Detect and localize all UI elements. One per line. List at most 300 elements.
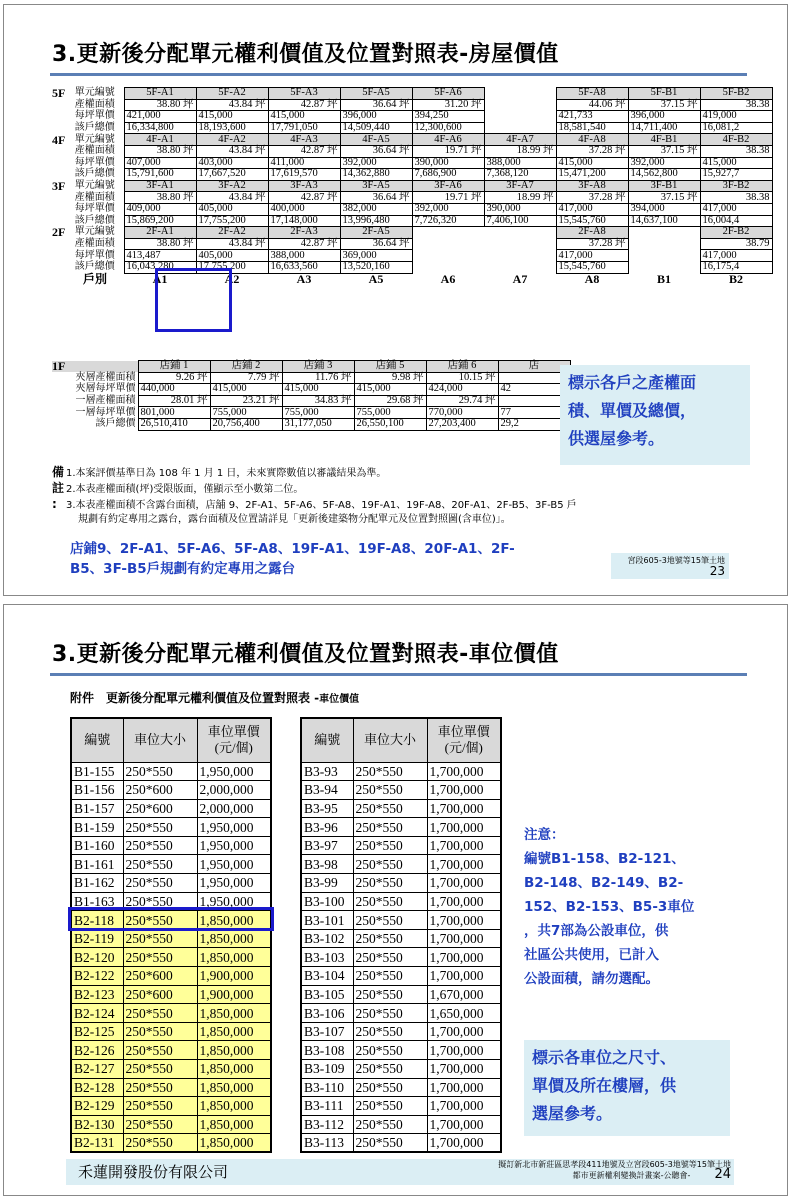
blank	[52, 407, 66, 419]
house-cell: 19.71 坪	[412, 145, 484, 157]
house-cell: 3F-A5	[340, 180, 412, 192]
col-size: 車位大小	[123, 718, 197, 762]
house-row	[52, 122, 772, 134]
house-cell: 369,000	[340, 250, 412, 262]
warning-line: B2-148、B2-149、B2-	[524, 875, 684, 891]
space-id: B1-163	[71, 892, 123, 911]
house-cell: 415,000	[700, 157, 772, 169]
blank	[66, 361, 138, 373]
notes	[52, 465, 577, 527]
note-mark: 備	[52, 465, 65, 479]
house-row	[52, 145, 772, 157]
parking-row	[301, 929, 501, 948]
shop-header-row	[52, 361, 570, 373]
house-cell: 38.80 坪	[124, 145, 196, 157]
space-price: 2,000,000	[197, 799, 271, 818]
space-id: B3-95	[301, 799, 353, 818]
blank	[52, 384, 66, 396]
parking-row	[301, 985, 501, 1004]
attachment-label: 附件 更新後分配單元權利價值及位置對照表 -	[70, 691, 320, 705]
parking-row	[301, 1097, 501, 1116]
highlight-b2-118	[68, 907, 274, 931]
space-id: B3-111	[301, 1097, 353, 1116]
house-cell: 14,711,400	[628, 122, 700, 134]
house-cell: 38.38	[700, 145, 772, 157]
space-id: B2-119	[71, 929, 123, 948]
note-line: 2.本表產權面積(坪)受限版面，僅顯示至小數第二位。	[66, 484, 304, 495]
row-label: 該戶總價	[74, 122, 115, 134]
highlight-2f-a1	[155, 268, 232, 332]
shop-cell: 415,000	[354, 384, 426, 396]
space-id: B2-122	[71, 967, 123, 986]
household-col: A1	[152, 272, 168, 287]
parking-header-row	[71, 718, 271, 762]
house-cell: 36.64 坪	[340, 192, 412, 204]
row-label: 一層每坪單價	[75, 406, 136, 418]
house-cell: 3F-A6	[412, 180, 484, 192]
callout-house	[560, 365, 750, 465]
shop-cell: 28.01 坪	[138, 395, 210, 407]
household-col: B1	[656, 271, 671, 286]
note-mark: 註	[52, 481, 65, 495]
row-label: 單元編號	[74, 180, 115, 192]
shop-header: 店鋪 3	[282, 361, 354, 373]
house-cell: 3F-A7	[484, 180, 556, 192]
house-cell: 417,000	[700, 250, 772, 262]
blank	[52, 372, 66, 384]
space-price: 1,700,000	[427, 781, 501, 800]
space-price: 1,700,000	[427, 799, 501, 818]
warning-line: ，共7部為公設車位，供	[524, 923, 669, 939]
house-cell	[484, 122, 556, 134]
house-cell: 4F-A8	[556, 134, 628, 146]
space-id: B3-110	[301, 1078, 353, 1097]
parking-row	[301, 836, 501, 855]
space-price: 1,700,000	[427, 1041, 501, 1060]
parking-table-right	[300, 717, 502, 1153]
space-price: 1,950,000	[197, 874, 271, 893]
floor-label	[52, 203, 66, 215]
house-cell	[628, 227, 700, 239]
space-id: B3-94	[301, 781, 353, 800]
shop-row	[52, 384, 570, 396]
space-id: B3-106	[301, 1004, 353, 1023]
shop-value-table	[52, 360, 571, 431]
house-cell: 2F-B2	[700, 227, 772, 239]
space-id: B2-131	[71, 1134, 123, 1153]
house-cell: 16,004,4	[700, 215, 772, 227]
house-cell: 415,000	[196, 111, 268, 123]
house-cell: 411,000	[268, 157, 340, 169]
house-cell: 38.80 坪	[124, 238, 196, 250]
space-price: 1,900,000	[197, 967, 271, 986]
parking-row	[301, 818, 501, 837]
house-row	[52, 88, 772, 100]
row-label: 產權面積	[74, 238, 115, 250]
house-cell: 38.79	[700, 238, 772, 250]
space-size: 250*550	[353, 781, 427, 800]
floor-label	[52, 192, 66, 204]
house-cell: 38.80 坪	[124, 192, 196, 204]
house-cell: 3F-A3	[268, 180, 340, 192]
shop-cell: 23.21 坪	[210, 395, 282, 407]
space-price: 1,700,000	[427, 929, 501, 948]
callout-line: 積、單價及總價，	[568, 401, 697, 420]
house-cell: 14,637,100	[628, 215, 700, 227]
callout-line: 標示各車位之尺寸、	[532, 1048, 677, 1067]
house-cell: 417,000	[556, 250, 628, 262]
space-id: B3-107	[301, 1022, 353, 1041]
floor-label	[52, 157, 66, 169]
public-parking-warning	[524, 823, 734, 991]
parking-row	[301, 911, 501, 930]
space-id: B3-103	[301, 948, 353, 967]
house-cell	[412, 227, 484, 239]
col-size: 車位大小	[353, 718, 427, 762]
parking-row	[301, 1115, 501, 1134]
row-label: 產權面積	[74, 145, 115, 157]
space-size: 250*550	[123, 818, 197, 837]
parking-row	[301, 892, 501, 911]
house-value-table	[52, 87, 773, 285]
house-row	[52, 180, 772, 192]
house-cell: 36.64 坪	[340, 99, 412, 111]
space-id: B2-127	[71, 1060, 123, 1079]
parking-row	[71, 1060, 271, 1079]
house-cell: 37.28 坪	[556, 238, 628, 250]
house-cell: 415,000	[268, 111, 340, 123]
house-cell: 18.99 坪	[484, 145, 556, 157]
house-row	[52, 192, 772, 204]
floor-label: 4F	[52, 132, 66, 147]
callout-parking	[524, 1040, 730, 1136]
space-price: 1,950,000	[197, 892, 271, 911]
parking-row	[301, 1078, 501, 1097]
house-cell: 409,000	[124, 203, 196, 215]
space-price: 1,700,000	[427, 836, 501, 855]
space-id: B1-159	[71, 818, 123, 837]
house-cell: 5F-B2	[700, 88, 772, 100]
house-cell: 42.87 坪	[268, 238, 340, 250]
shop-cell: 755,000	[354, 407, 426, 419]
footer-line: 擬訂新北市新莊區思孝段411地號及立宮段605-3地號等15筆土地	[498, 1160, 731, 1169]
shop-cell: 29.74 坪	[426, 395, 498, 407]
space-size: 250*550	[353, 1022, 427, 1041]
house-cell: 37.15 坪	[628, 99, 700, 111]
shop-cell: 770,000	[426, 407, 498, 419]
house-cell: 3F-A8	[556, 180, 628, 192]
house-cell: 44.06 坪	[556, 99, 628, 111]
house-cell: 5F-B1	[628, 88, 700, 100]
house-cell: 394,000	[628, 203, 700, 215]
floor-label	[52, 250, 66, 262]
note-mark: :	[52, 497, 57, 511]
floor-label	[52, 99, 66, 111]
house-cell: 413,487	[124, 250, 196, 262]
house-cell: 5F-A8	[556, 88, 628, 100]
row-label: 每坪單價	[74, 156, 115, 168]
house-cell: 421,000	[124, 111, 196, 123]
slide-parking-value	[3, 604, 788, 1196]
parking-row	[71, 1041, 271, 1060]
parking-header-row	[301, 718, 501, 762]
shop-cell: 77	[498, 407, 570, 419]
house-cell: 17,667,520	[196, 169, 268, 181]
space-size: 250*550	[353, 855, 427, 874]
house-cell: 400,000	[268, 203, 340, 215]
shop-cell: 9.26 坪	[138, 372, 210, 384]
house-row	[52, 169, 772, 181]
house-cell	[484, 227, 556, 239]
attachment-heading	[70, 689, 359, 706]
space-size: 250*550	[353, 799, 427, 818]
space-size: 250*550	[353, 892, 427, 911]
blank	[52, 395, 66, 407]
shop-cell: 7.79 坪	[210, 372, 282, 384]
space-size: 250*550	[123, 836, 197, 855]
space-price: 1,850,000	[197, 1097, 271, 1116]
house-cell: 37.28 坪	[556, 145, 628, 157]
house-cell: 390,000	[412, 157, 484, 169]
space-id: B3-99	[301, 874, 353, 893]
space-size: 250*550	[353, 985, 427, 1004]
house-cell: 16,043,280	[124, 261, 196, 273]
space-size: 250*550	[123, 1115, 197, 1134]
household-col: A8	[584, 272, 600, 287]
row-label: 夾層每坪單價	[75, 383, 136, 395]
space-id: B1-162	[71, 874, 123, 893]
house-cell: 14,509,440	[340, 122, 412, 134]
parking-row	[71, 1134, 271, 1153]
house-cell: 2F-A1	[124, 227, 196, 239]
terrace-note-line: B5、3F-B5戶規劃有約定專用之露台	[70, 561, 296, 577]
house-row	[52, 134, 772, 146]
space-price: 1,700,000	[427, 1060, 501, 1079]
space-size: 250*550	[353, 1115, 427, 1134]
house-cell: 15,545,760	[556, 215, 628, 227]
row-label: 單元編號	[74, 87, 115, 99]
row-label: 該戶總價	[74, 261, 115, 273]
house-cell: 37.15 坪	[628, 192, 700, 204]
household-col: B2	[728, 272, 743, 287]
row-label: 產權面積	[74, 98, 115, 110]
slide-title: 3.更新後分配單元權利價值及位置對照表-車位價值	[52, 642, 559, 667]
house-cell: 3F-A1	[124, 180, 196, 192]
floor-label: 3F	[52, 179, 66, 194]
house-cell: 7,406,100	[484, 215, 556, 227]
parking-row	[71, 1115, 271, 1134]
row-label: 每坪單價	[74, 110, 115, 122]
footer	[611, 553, 729, 579]
house-cell: 16,633,560	[268, 261, 340, 273]
terrace-note	[70, 539, 610, 579]
space-id: B3-98	[301, 855, 353, 874]
title-divider	[50, 673, 747, 676]
space-price: 1,850,000	[197, 911, 271, 930]
house-cell: 405,000	[196, 250, 268, 262]
shop-row	[52, 407, 570, 419]
house-cell: 415,000	[556, 157, 628, 169]
note-line: 規劃有約定專用之露台，露台面積及位置請詳見「更新後建築物分配單元及位置對照圖(含車位)」。	[78, 514, 511, 525]
space-id: B2-125	[71, 1022, 123, 1041]
house-cell: 15,927,7	[700, 169, 772, 181]
house-cell: 3F-B1	[628, 180, 700, 192]
footer	[498, 1160, 731, 1181]
shop-cell: 27,203,400	[426, 418, 498, 430]
house-cell: 392,000	[628, 157, 700, 169]
house-cell	[484, 250, 556, 262]
house-cell: 417,000	[556, 203, 628, 215]
col-price-unit: (元/個)	[444, 740, 483, 756]
space-id: B1-155	[71, 762, 123, 781]
space-size: 250*550	[123, 1097, 197, 1116]
floor-label: 2F	[52, 225, 66, 240]
shop-header: 店鋪 1	[138, 361, 210, 373]
house-row	[52, 227, 772, 239]
parking-row	[71, 762, 271, 781]
col-price-line: 車位單價	[207, 724, 260, 740]
space-size: 250*600	[123, 985, 197, 1004]
space-price: 1,850,000	[197, 1022, 271, 1041]
house-cell: 3F-B2	[700, 180, 772, 192]
shop-header: 店鋪 6	[426, 361, 498, 373]
house-cell: 15,791,600	[124, 169, 196, 181]
space-price: 1,700,000	[427, 1078, 501, 1097]
col-price	[427, 718, 501, 762]
space-id: B3-113	[301, 1134, 353, 1153]
parking-row	[301, 967, 501, 986]
house-cell: 417,000	[700, 203, 772, 215]
shop-cell: 424,000	[426, 384, 498, 396]
space-size: 250*550	[123, 911, 197, 930]
house-cell	[484, 111, 556, 123]
house-cell: 42.87 坪	[268, 145, 340, 157]
row-label: 該戶總價	[95, 418, 136, 430]
parking-row	[71, 1097, 271, 1116]
space-price: 1,700,000	[427, 892, 501, 911]
house-cell: 17,755,200	[196, 215, 268, 227]
shop-cell: 801,000	[138, 407, 210, 419]
title-divider	[50, 73, 747, 76]
space-size: 250*550	[353, 1097, 427, 1116]
space-size: 250*550	[123, 874, 197, 893]
shop-cell: 31,177,050	[282, 418, 354, 430]
parking-row	[301, 781, 501, 800]
house-cell: 7,686,900	[412, 169, 484, 181]
house-cell: 17,619,570	[268, 169, 340, 181]
house-cell: 36.64 坪	[340, 145, 412, 157]
callout-line: 選屋參考。	[532, 1104, 613, 1123]
house-cell	[628, 238, 700, 250]
house-row	[52, 238, 772, 250]
shop-cell: 42	[498, 384, 570, 396]
space-price: 1,700,000	[427, 911, 501, 930]
house-cell: 12,300,600	[412, 122, 484, 134]
space-price: 1,850,000	[197, 1115, 271, 1134]
col-price	[197, 718, 271, 762]
space-price: 1,700,000	[427, 874, 501, 893]
space-size: 250*600	[123, 967, 197, 986]
shop-cell: 20,756,400	[210, 418, 282, 430]
space-size: 250*550	[123, 762, 197, 781]
space-id: B2-128	[71, 1078, 123, 1097]
space-id: B2-126	[71, 1041, 123, 1060]
house-cell: 13,520,160	[340, 261, 412, 273]
house-cell: 4F-B2	[700, 134, 772, 146]
space-id: B2-124	[71, 1004, 123, 1023]
house-row	[52, 215, 772, 227]
blank	[52, 273, 66, 285]
space-price: 1,850,000	[197, 1060, 271, 1079]
space-id: B3-102	[301, 929, 353, 948]
house-cell: 5F-A5	[340, 88, 412, 100]
house-cell: 42.87 坪	[268, 99, 340, 111]
space-price: 1,700,000	[427, 855, 501, 874]
floor-label: 1F	[52, 359, 66, 374]
house-cell: 17,791,050	[268, 122, 340, 134]
space-size: 250*550	[353, 836, 427, 855]
parking-row	[71, 836, 271, 855]
house-row	[52, 250, 772, 262]
space-id: B3-108	[301, 1041, 353, 1060]
house-cell: 37.15 坪	[628, 145, 700, 157]
space-size: 250*550	[353, 1134, 427, 1153]
shop-row	[52, 395, 570, 407]
house-cell: 396,000	[628, 111, 700, 123]
company-name: 禾蓮開發股份有限公司	[78, 1163, 229, 1181]
house-cell	[412, 250, 484, 262]
footer-line: 都市更新權利變換計畫案-公聽會-	[572, 1171, 691, 1180]
shop-cell: 26,510,410	[138, 418, 210, 430]
parking-row	[71, 855, 271, 874]
house-cell	[484, 88, 556, 100]
note-line: 1.本案評價基準日為 108 年 1 月 1 日，未來實際數值以審議結果為準。	[66, 468, 387, 479]
floor-label	[52, 238, 66, 250]
shop-cell: 9.98 坪	[354, 372, 426, 384]
household-label: 戶別	[82, 271, 107, 286]
house-cell: 4F-B1	[628, 134, 700, 146]
parking-row	[71, 985, 271, 1004]
space-price: 1,700,000	[427, 1115, 501, 1134]
household-col: A7	[512, 271, 528, 286]
house-cell: 403,000	[196, 157, 268, 169]
house-cell: 2F-A5	[340, 227, 412, 239]
parking-row	[301, 1060, 501, 1079]
space-size: 250*550	[123, 1060, 197, 1079]
house-cell: 18.99 坪	[484, 192, 556, 204]
space-price: 1,850,000	[197, 929, 271, 948]
house-cell: 18,581,540	[556, 122, 628, 134]
parking-row	[71, 1004, 271, 1023]
space-price: 1,850,000	[197, 948, 271, 967]
space-price: 1,700,000	[427, 1022, 501, 1041]
row-label: 單元編號	[74, 133, 115, 145]
space-id: B3-101	[301, 911, 353, 930]
space-id: B2-123	[71, 985, 123, 1004]
space-size: 250*550	[353, 948, 427, 967]
house-cell: 7,726,320	[412, 215, 484, 227]
parking-row	[71, 818, 271, 837]
space-id: B3-105	[301, 985, 353, 1004]
parking-table-left	[70, 717, 272, 1153]
blank	[52, 418, 66, 430]
parking-row	[71, 781, 271, 800]
callout-line: 標示各戶之產權面	[568, 373, 697, 392]
house-cell: 421,733	[556, 111, 628, 123]
space-size: 250*550	[353, 762, 427, 781]
parking-row	[301, 1134, 501, 1153]
space-id: B3-100	[301, 892, 353, 911]
